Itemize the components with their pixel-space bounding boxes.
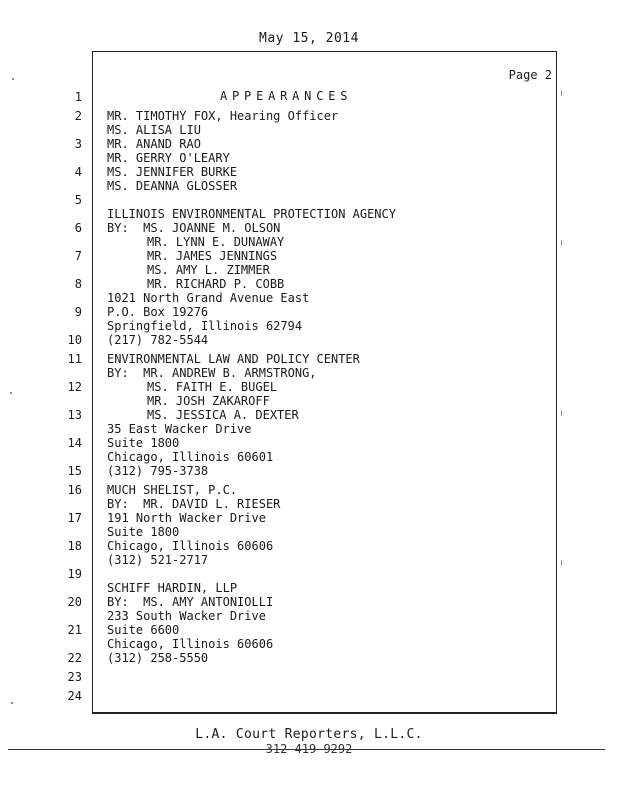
line-number: 21 xyxy=(67,623,82,637)
line-number: 22 xyxy=(67,651,82,665)
line-number: 1 xyxy=(74,90,82,104)
transcript-line: MS. AMY L. ZIMMER xyxy=(147,263,270,277)
line-number: 17 xyxy=(67,511,82,525)
transcript-line: 1021 North Grand Avenue East xyxy=(107,291,310,305)
scan-mark xyxy=(561,410,562,416)
line-number: 15 xyxy=(67,464,82,478)
transcript-line: MR. ANAND RAO xyxy=(107,137,201,151)
line-number: 20 xyxy=(67,595,82,609)
transcript-line: MR. LYNN E. DUNAWAY xyxy=(147,235,285,249)
transcript-line: Chicago, Illinois 60606 xyxy=(107,637,274,651)
line-number: 8 xyxy=(74,277,82,291)
transcript-line: SCHIFF HARDIN, LLP xyxy=(107,581,238,595)
transcript-line: BY: MS. JOANNE M. OLSON xyxy=(107,221,281,235)
line-number: 16 xyxy=(67,483,82,497)
transcript-line: 191 North Wacker Drive xyxy=(107,511,266,525)
transcript-line: Chicago, Illinois 60606 xyxy=(107,539,274,553)
line-number: 7 xyxy=(74,249,82,263)
transcript-line: (312) 521-2717 xyxy=(107,553,209,567)
transcript-line: MR. JAMES JENNINGS xyxy=(147,249,278,263)
transcript-line: 35 East Wacker Drive xyxy=(107,422,252,436)
scan-speck xyxy=(12,78,14,80)
transcript-date: May 15, 2014 xyxy=(259,31,359,46)
court-reporter-phone: 312-419-9292 xyxy=(265,742,353,756)
line-number: 4 xyxy=(74,165,82,179)
transcript-line: Suite 6600 xyxy=(107,623,180,637)
line-number: 19 xyxy=(67,567,82,581)
transcript-line: MR. TIMOTHY FOX, Hearing Officer xyxy=(107,109,339,123)
line-number: 18 xyxy=(67,539,82,553)
transcript-line: MS. DEANNA GLOSSER xyxy=(107,179,238,193)
line-number: 11 xyxy=(67,352,82,366)
transcript-line: (312) 795-3738 xyxy=(107,464,209,478)
line-number: 3 xyxy=(74,137,82,151)
scan-speck xyxy=(10,392,12,394)
transcript-line: P.O. Box 19276 xyxy=(107,305,209,319)
transcript-line: MR. GERRY O'LEARY xyxy=(107,151,230,165)
transcript-line: MS. FAITH E. BUGEL xyxy=(147,380,278,394)
transcript-line: Suite 1800 xyxy=(107,525,180,539)
line-number: 6 xyxy=(74,221,82,235)
transcript-line: MR. JOSH ZAKAROFF xyxy=(147,394,270,408)
transcript-line: (217) 782-5544 xyxy=(107,333,209,347)
transcript-line: BY: MR. ANDREW B. ARMSTRONG, xyxy=(107,366,317,380)
court-reporter-name: L.A. Court Reporters, L.L.C. xyxy=(195,727,423,742)
line-number: 9 xyxy=(74,305,82,319)
line-number: 23 xyxy=(67,670,82,684)
scan-mark xyxy=(561,90,562,96)
appearances-heading: APPEARANCES xyxy=(220,89,353,103)
transcript-line: MS. ALISA LIU xyxy=(107,123,201,137)
transcript-line: MR. RICHARD P. COBB xyxy=(147,277,285,291)
transcript-line: BY: MS. AMY ANTONIOLLI xyxy=(107,595,274,609)
line-number: 24 xyxy=(67,689,82,703)
line-number: 2 xyxy=(74,109,82,123)
transcript-line: ILLINOIS ENVIRONMENTAL PROTECTION AGENCY xyxy=(107,207,396,221)
line-number: 14 xyxy=(67,436,82,450)
scan-mark xyxy=(561,560,562,566)
scan-speck xyxy=(11,702,13,704)
transcript-line: Chicago, Illinois 60601 xyxy=(107,450,274,464)
transcript-line: Suite 1800 xyxy=(107,436,180,450)
line-number: 5 xyxy=(74,193,82,207)
line-number: 10 xyxy=(67,333,82,347)
transcript-line: BY: MR. DAVID L. RIESER xyxy=(107,497,281,511)
transcript-line: MS. JENNIFER BURKE xyxy=(107,165,238,179)
transcript-line: Springfield, Illinois 62794 xyxy=(107,319,303,333)
line-number: 12 xyxy=(67,380,82,394)
transcript-line: MS. JESSICA A. DEXTER xyxy=(147,408,299,422)
transcript-line: ENVIRONMENTAL LAW AND POLICY CENTER xyxy=(107,352,360,366)
line-number: 13 xyxy=(67,408,82,422)
transcript-line: (312) 258-5550 xyxy=(107,651,209,665)
transcript-line: MUCH SHELIST, P.C. xyxy=(107,483,238,497)
page-number: Page 2 xyxy=(508,68,552,82)
scan-mark xyxy=(561,240,562,246)
transcript-line: 233 South Wacker Drive xyxy=(107,609,266,623)
